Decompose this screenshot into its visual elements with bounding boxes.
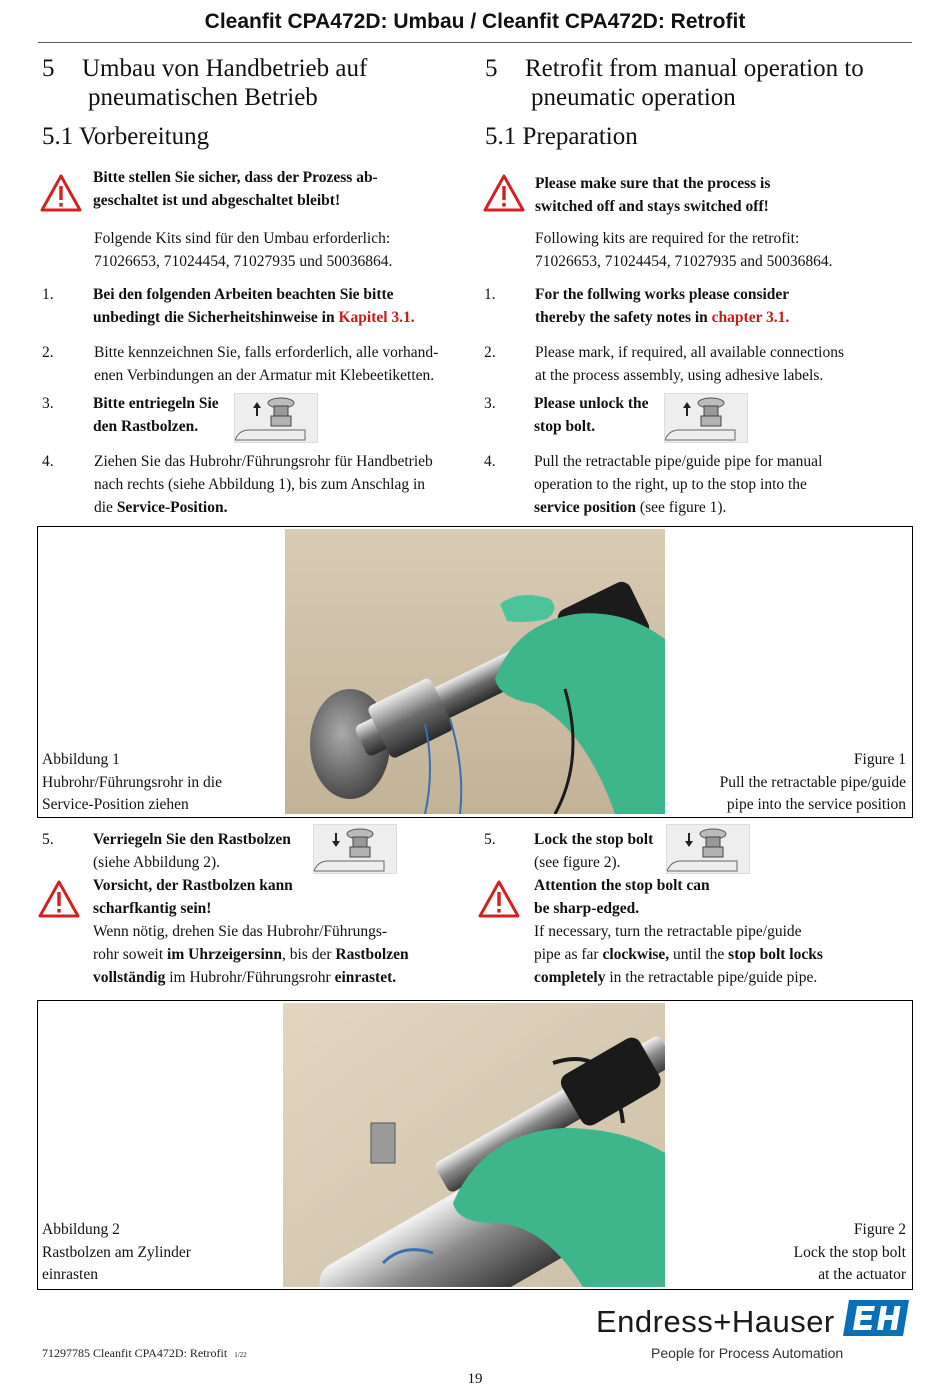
de-step4-number: 4. xyxy=(42,453,54,470)
de-step5-line-2: (siehe Abbildung 2). xyxy=(93,854,220,871)
figure-1-caption-de xyxy=(42,749,282,817)
de-step5-line-5b: im Hubrohr/Führungsrohr xyxy=(165,969,335,986)
en-step2-line-1: Please mark, if required, all available connections xyxy=(535,344,845,361)
en-subsection-title: 5.1 Preparation xyxy=(485,123,638,150)
footer-doc-ref xyxy=(42,1346,247,1361)
en-section-number: 5 xyxy=(485,55,498,82)
figure-1-caption-en-line-2: pipe into the service position xyxy=(726,796,906,813)
en-step4-text xyxy=(534,450,914,519)
en-step5-line-1: Lock the stop bolt xyxy=(534,831,654,848)
en-step2-line-2: at the process assembly, using adhesive labels. xyxy=(535,367,824,384)
footer-doc-ref-text: 71297785 Cleanfit CPA472D: Retrofit xyxy=(42,1346,228,1360)
de-step2-text xyxy=(94,341,464,387)
de-warning2-line-2: scharfkantig sein! xyxy=(93,900,212,917)
de-subsection-title: 5.1 Vorbereitung xyxy=(42,123,210,150)
en-step3-number: 3. xyxy=(484,395,496,412)
en-step4-number: 4. xyxy=(484,453,496,470)
en-step5-line-5a: completely xyxy=(534,969,606,986)
de-step3-line-2: den Rastbolzen. xyxy=(93,418,199,435)
de-step2-number: 2. xyxy=(42,344,54,361)
en-step1-line-2: thereby the safety notes in xyxy=(535,309,712,326)
de-section-number: 5 xyxy=(42,55,55,82)
figure-1-label-de: Abbildung 1 xyxy=(42,751,120,768)
figure-1-caption-de-line-1: Hubrohr/Führungsrohr in die xyxy=(42,773,222,791)
de-kits-text xyxy=(94,227,464,273)
figure-2-caption-en-line-2: at the actuator xyxy=(818,1266,906,1283)
figure-1-caption-en xyxy=(670,749,906,817)
en-step5-line-4b: clockwise, xyxy=(602,946,670,963)
de-chapter-link[interactable]: Kapitel 3.1. xyxy=(338,309,415,326)
de-step3-text xyxy=(93,392,243,438)
de-warning2-line-1: Vorsicht, der Rastbolzen kann xyxy=(93,877,293,894)
de-step5-number: 5. xyxy=(42,831,54,848)
en-warning2-line-2: be sharp-edged. xyxy=(534,900,640,917)
en-warning-line-2: switched off and stays switched off! xyxy=(535,198,769,215)
en-step3-text xyxy=(534,392,674,438)
de-step5-line-4c: , bis der xyxy=(282,946,336,963)
en-step4-line-2: operation to the right, up to the stop into the xyxy=(534,476,807,493)
de-step1-number: 1. xyxy=(42,286,54,303)
en-step5-line-3: If necessary, turn the retractable pipe/guide xyxy=(534,923,802,940)
de-warning-line-2: geschaltet ist und abgeschaltet bleibt! xyxy=(93,192,341,209)
de-kits-line-1: Folgende Kits sind für den Umbau erforderlich: xyxy=(94,230,391,247)
de-step5-line-5c: einrastet. xyxy=(334,969,397,986)
de-step2-line-1: Bitte kennzeichnen Sie, falls erforderlich, alle vorhand- xyxy=(94,344,439,361)
de-step3-number: 3. xyxy=(42,395,54,412)
figure-2-caption-de-line-2: einrasten xyxy=(42,1266,98,1283)
figure-2-caption-de-line-1: Rastbolzen am Zylinder xyxy=(42,1243,191,1261)
de-warning-icon-2 xyxy=(38,880,80,918)
figure-2-label-de: Abbildung 2 xyxy=(42,1221,120,1238)
en-step1-line-1: For the follwing works please consider xyxy=(535,286,790,303)
de-lock-bolt-icon xyxy=(313,824,397,874)
de-step4-line-3a: die xyxy=(94,499,117,516)
en-step5-line-2: (see figure 2). xyxy=(534,854,621,871)
en-step2-text xyxy=(535,341,905,387)
de-step1-text xyxy=(93,283,463,329)
en-step5-body xyxy=(534,874,914,989)
en-step3-line-2: stop bolt. xyxy=(534,418,596,435)
en-step2-number: 2. xyxy=(484,344,496,361)
de-step3-line-1: Bitte entriegeln Sie xyxy=(93,395,219,412)
de-section-title-1: Umbau von Handbetrieb auf xyxy=(82,55,368,82)
en-step1-number: 1. xyxy=(484,286,496,303)
de-kits-line-2: 71026653, 71024454, 71027935 und 50036864. xyxy=(94,253,393,270)
figure-2-label-en: Figure 2 xyxy=(853,1221,906,1238)
de-step5-line-4b: im Uhrzeigersinn xyxy=(167,946,282,963)
en-warning-line-1: Please make sure that the process is xyxy=(535,175,771,192)
en-chapter-link[interactable]: chapter 3.1. xyxy=(711,309,790,326)
brand-name: Endress+Hauser xyxy=(596,1304,835,1339)
de-warning-line-1: Bitte stellen Sie sicher, dass der Prozess ab- xyxy=(93,169,378,186)
en-step5-line-5b: in the retractable pipe/guide pipe. xyxy=(605,969,818,986)
de-step1-line-2: unbedingt die Sicherheitshinweise in xyxy=(93,309,339,326)
de-step2-line-2: enen Verbindungen an der Armatur mit Klebeetiketten. xyxy=(94,367,435,384)
en-step1-text xyxy=(535,283,905,329)
en-warning-text xyxy=(535,172,895,218)
en-warning2-line-1: Attention the stop bolt can xyxy=(534,877,710,894)
en-step5-line-4a: pipe as far xyxy=(534,946,603,963)
en-step5-head xyxy=(534,828,674,874)
de-unlock-bolt-icon xyxy=(234,393,318,443)
de-step5-line-4d: Rastbolzen xyxy=(335,946,409,963)
figure-1-label-en: Figure 1 xyxy=(853,751,906,768)
brand-tagline: People for Process Automation xyxy=(651,1345,844,1361)
en-section-heading xyxy=(485,54,905,112)
figure-1-caption-en-line-1: Pull the retractable pipe/guide xyxy=(719,773,906,791)
footer-doc-version: 1/22 xyxy=(234,1351,247,1359)
en-step5-line-4c: until the xyxy=(669,946,729,963)
en-step4-line-3b: (see figure 1). xyxy=(636,499,727,516)
en-step4-line-1: Pull the retractable pipe/guide pipe for manual xyxy=(534,453,823,470)
de-section-title-2: pneumatischen Betrieb xyxy=(88,84,318,111)
en-kits-text xyxy=(535,227,905,273)
en-section-title-1: Retrofit from manual operation to xyxy=(525,55,864,82)
en-section-title-2: pneumatic operation xyxy=(531,84,736,111)
de-step4-line-3b: Service-Position. xyxy=(116,499,228,516)
de-step5-line-4a: rohr soweit xyxy=(93,946,168,963)
en-step5-number: 5. xyxy=(484,831,496,848)
de-warning-text xyxy=(93,166,453,212)
figure-1-caption-de-line-2: Service-Position ziehen xyxy=(42,796,189,813)
figure-1-photo xyxy=(285,529,665,814)
brand-logo xyxy=(843,1300,909,1336)
de-step5-line-1: Verriegeln Sie den Rastbolzen xyxy=(93,831,291,848)
en-lock-bolt-icon xyxy=(666,824,750,874)
de-section-heading xyxy=(42,54,442,112)
en-warning-icon xyxy=(483,174,525,212)
en-unlock-bolt-icon xyxy=(664,393,748,443)
en-step5-line-4d: stop bolt locks xyxy=(728,946,823,963)
figure-2-caption-en-line-1: Lock the stop bolt xyxy=(793,1243,906,1261)
en-step4-line-3a: service position xyxy=(534,499,637,516)
en-step3-line-1: Please unlock the xyxy=(534,395,649,412)
de-step4-line-1: Ziehen Sie das Hubrohr/Führungsrohr für Handbetrieb xyxy=(94,453,433,470)
figure-2-caption-de xyxy=(42,1219,278,1287)
en-kits-line-2: 71026653, 71024454, 71027935 and 50036864. xyxy=(535,253,833,270)
de-step4-text xyxy=(94,450,474,519)
de-step4-line-2: nach rechts (siehe Abbildung 1), bis zum Anschlag in xyxy=(94,476,426,493)
de-step5-line-5a: vollständig xyxy=(93,969,166,986)
en-kits-line-1: Following kits are required for the retrofit: xyxy=(535,230,800,247)
figure-2-caption-en xyxy=(670,1219,906,1287)
de-warning-icon xyxy=(40,174,82,212)
page-header-title: Cleanfit CPA472D: Umbau / Cleanfit CPA472D: Retrofit xyxy=(204,10,746,33)
figure-2-photo xyxy=(283,1003,665,1287)
de-step1-line-1: Bei den folgenden Arbeiten beachten Sie bitte xyxy=(93,286,394,303)
header-divider xyxy=(38,42,912,43)
page-number: 19 xyxy=(467,1371,483,1387)
de-step5-body xyxy=(93,874,473,989)
de-step5-line-3: Wenn nötig, drehen Sie das Hubrohr/Führungs- xyxy=(93,923,388,940)
en-warning-icon-2 xyxy=(478,880,520,918)
de-step5-head xyxy=(93,828,323,874)
